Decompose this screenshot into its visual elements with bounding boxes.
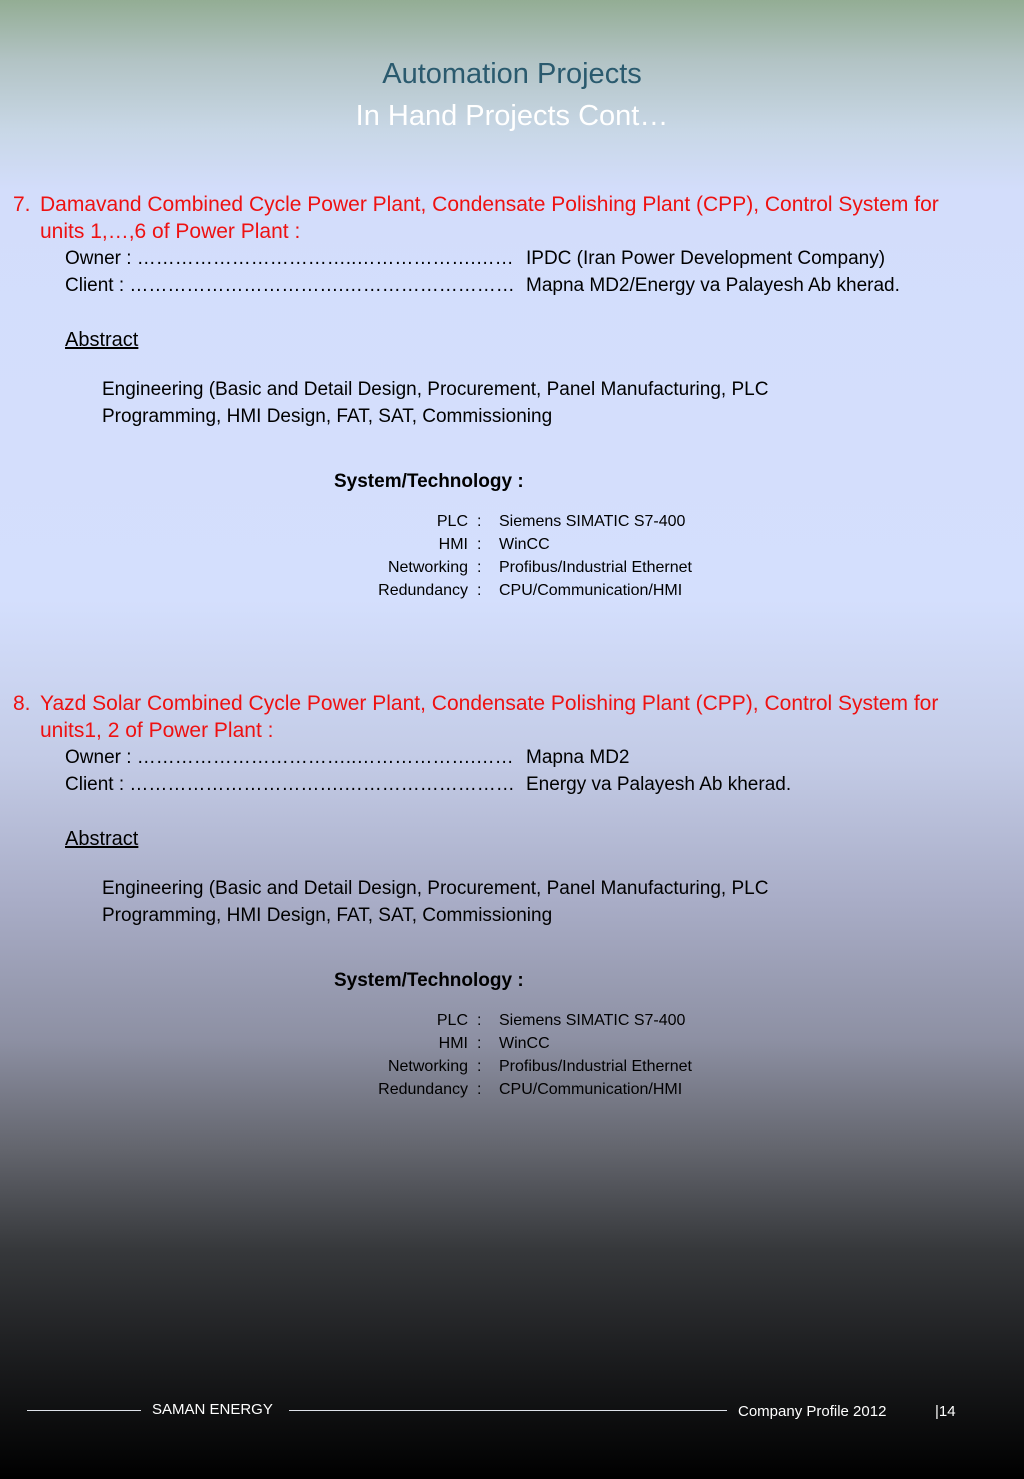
- spec-colon: :: [477, 536, 482, 553]
- spec-label-networking: Networking: [387, 559, 468, 576]
- spec-label-networking: Networking: [387, 1058, 468, 1075]
- project-heading-line2: units1, 2 of Power Plant :: [40, 719, 274, 742]
- abstract-line2: Programming, HMI Design, FAT, SAT, Commissioning: [102, 406, 553, 427]
- spec-label-plc: PLC: [436, 1012, 468, 1029]
- page-title: Automation Projects: [382, 58, 642, 90]
- spec-colon: :: [477, 513, 482, 530]
- project-heading-line1: Yazd Solar Combined Cycle Power Plant, Condensate Polishing Plant (CPP), Control System for: [40, 692, 939, 715]
- spec-value-plc: Siemens SIMATIC S7-400: [499, 1012, 686, 1029]
- abstract-line1: Engineering (Basic and Detail Design, Procurement, Panel Manufacturing, PLC: [102, 878, 769, 899]
- owner-value: Mapna MD2: [526, 747, 630, 768]
- page-subtitle: In Hand Projects Cont…: [355, 100, 669, 132]
- project-heading-line2: units 1,…,6 of Power Plant :: [40, 220, 301, 243]
- client-value: Energy va Palayesh Ab kherad.: [526, 774, 792, 795]
- client-label: Client : …………………………….………………………: [65, 275, 515, 296]
- abstract-heading: Abstract: [65, 329, 139, 351]
- spec-value-plc: Siemens SIMATIC S7-400: [499, 513, 686, 530]
- client-value: Mapna MD2/Energy va Palayesh Ab kherad.: [526, 275, 900, 296]
- spec-label-redundancy: Redundancy: [378, 582, 468, 599]
- spec-value-hmi: WinCC: [499, 536, 550, 553]
- spec-label-plc: PLC: [436, 513, 468, 530]
- abstract-line1: Engineering (Basic and Detail Design, Procurement, Panel Manufacturing, PLC: [102, 379, 769, 400]
- client-label: Client : …………………………….………………………: [65, 774, 515, 795]
- project-heading-line1: Damavand Combined Cycle Power Plant, Condensate Polishing Plant (CPP), Control System for: [40, 193, 939, 216]
- spec-label-redundancy: Redundancy: [378, 1081, 468, 1098]
- spec-label-hmi: HMI: [438, 536, 468, 553]
- spec-value-redundancy: CPU/Communication/HMI: [499, 1081, 683, 1098]
- spec-value-redundancy: CPU/Communication/HMI: [499, 582, 683, 599]
- owner-label: Owner : ……………………………..……………….……: [65, 248, 514, 269]
- system-technology-label: System/Technology :: [334, 970, 524, 991]
- abstract-line2: Programming, HMI Design, FAT, SAT, Commissioning: [102, 905, 553, 926]
- system-technology-label: System/Technology :: [334, 471, 524, 492]
- project-number: 7.: [13, 193, 31, 216]
- footer-divider-right: [289, 1410, 727, 1411]
- footer-divider-left: [27, 1410, 141, 1411]
- footer-company: SAMAN ENERGY: [152, 1401, 273, 1418]
- spec-colon: :: [477, 1058, 482, 1075]
- spec-value-networking: Profibus/Industrial Ethernet: [499, 559, 692, 576]
- spec-colon: :: [477, 1081, 482, 1098]
- owner-value: IPDC (Iran Power Development Company): [526, 248, 886, 269]
- project-number: 8.: [13, 692, 31, 715]
- footer-page-number: |14: [935, 1403, 956, 1420]
- owner-label: Owner : ……………………………..……………….……: [65, 747, 514, 768]
- spec-colon: :: [477, 1012, 482, 1029]
- abstract-heading: Abstract: [65, 828, 139, 850]
- spec-value-networking: Profibus/Industrial Ethernet: [499, 1058, 692, 1075]
- spec-colon: :: [477, 582, 482, 599]
- spec-label-hmi: HMI: [438, 1035, 468, 1052]
- spec-colon: :: [477, 559, 482, 576]
- spec-value-hmi: WinCC: [499, 1035, 550, 1052]
- spec-colon: :: [477, 1035, 482, 1052]
- footer-document-title: Company Profile 2012: [738, 1403, 887, 1420]
